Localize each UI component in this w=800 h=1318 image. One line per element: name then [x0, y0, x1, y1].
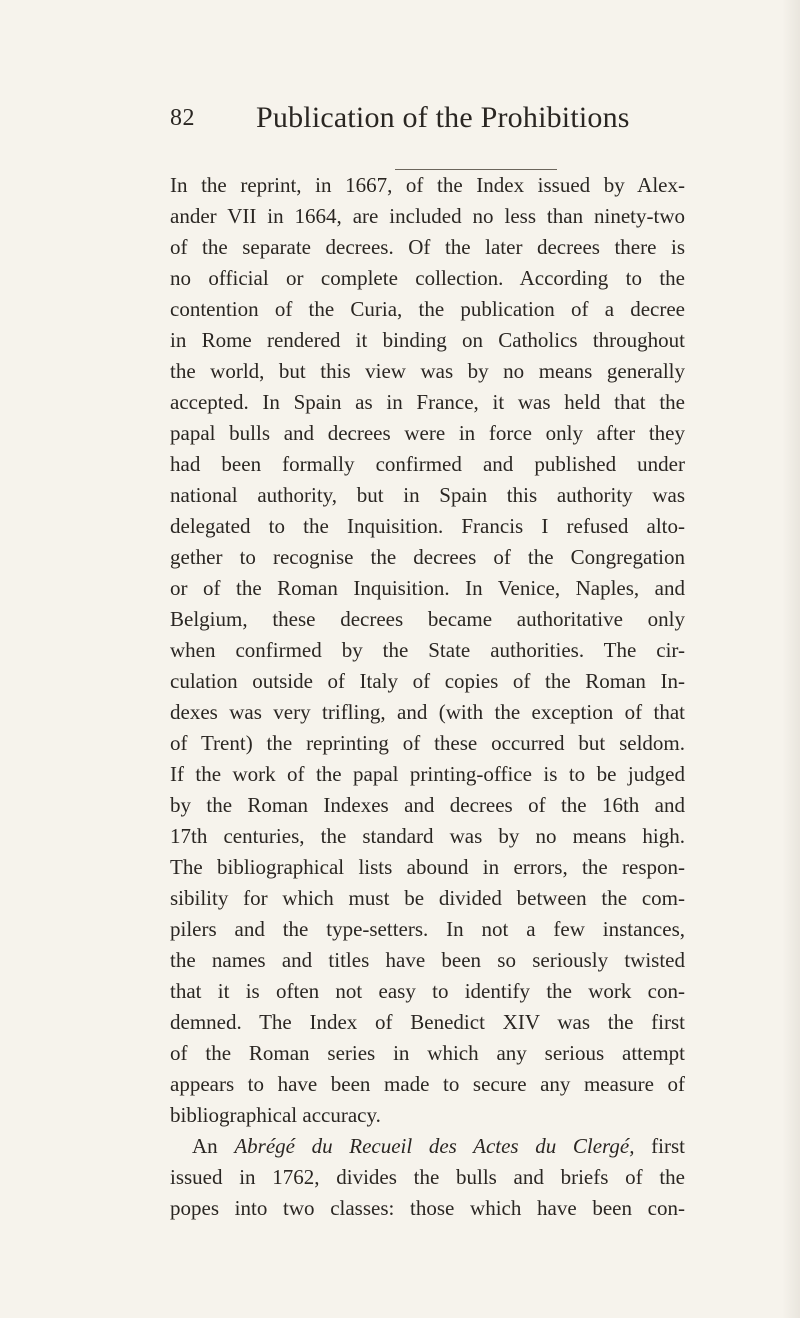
text-line: papal bulls and decrees were in force only after they: [170, 421, 685, 445]
text-line: the names and titles have been so seriously twisted: [170, 948, 685, 972]
text-line: in Rome rendered it binding on Catholics throughout: [170, 328, 685, 352]
text-line: of the separate decrees. Of the later decrees there is: [170, 235, 685, 259]
text-line: pilers and the type-setters. In not a few instances,: [170, 917, 685, 941]
text-line: 17th centuries, the standard was by no means high.: [170, 824, 685, 848]
text-line: demned. The Index of Benedict XIV was the first: [170, 1010, 685, 1034]
text-line: the world, but this view was by no means generally: [170, 359, 685, 383]
text-line: had been formally confirmed and published under: [170, 452, 685, 476]
page-number: 82: [170, 105, 195, 131]
text-line: issued in 1762, divides the bulls and briefs of the: [170, 1165, 685, 1189]
text-line: gether to recognise the decrees of the Congregation: [170, 545, 685, 569]
text-line: sibility for which must be divided between the com-: [170, 886, 685, 910]
text-line: or of the Roman Inquisition. In Venice, Naples, and: [170, 576, 685, 600]
text-line: no official or complete collection. According to the: [170, 266, 685, 290]
text-line: when confirmed by the State authorities. The cir-: [170, 638, 685, 662]
page-edge-shadow: [782, 0, 800, 1318]
text-line: appears to have been made to secure any measure of: [170, 1072, 685, 1096]
text-line: by the Roman Indexes and decrees of the 16th and: [170, 793, 685, 817]
text-line: If the work of the papal printing-office is to be judged: [170, 762, 685, 786]
body-text: [170, 170, 685, 1224]
text-line: In the reprint, in 1667, of the Index issued by Alex-: [170, 173, 685, 197]
text-line: of Trent) the reprinting of these occurred but seldom.: [170, 731, 685, 755]
paragraph-2: [170, 1131, 685, 1224]
text-line: national authority, but in Spain this authority was: [170, 483, 685, 507]
text-line: delegated to the Inquisition. Francis I refused alto-: [170, 514, 685, 538]
text-line: dexes was very trifling, and (with the exception of that: [170, 700, 685, 724]
text-line: of the Roman series in which any serious attempt: [170, 1041, 685, 1065]
running-title: Publication of the Prohibitions: [256, 101, 630, 134]
text-fragment: first: [634, 1134, 685, 1158]
page-header: [170, 98, 690, 142]
text-fragment: An: [192, 1134, 235, 1158]
text-line: culation outside of Italy of copies of the Roman In-: [170, 669, 685, 693]
paragraph-1: [170, 170, 685, 1131]
text-line: [170, 1131, 685, 1162]
text-line: that it is often not easy to identify the work con-: [170, 979, 685, 1003]
italic-book-title: Abrégé du Recueil des Actes du Clergé,: [234, 1134, 635, 1158]
text-line: ander VII in 1664, are included no less than ninety-two: [170, 204, 685, 228]
text-line: contention of the Curia, the publication of a decree: [170, 297, 685, 321]
text-line: popes into two classes: those which have been con-: [170, 1196, 685, 1220]
text-line: The bibliographical lists abound in errors, the respon-: [170, 855, 685, 879]
text-line: Belgium, these decrees became authoritative only: [170, 607, 685, 631]
text-line: accepted. In Spain as in France, it was held that the: [170, 390, 685, 414]
text-line: bibliographical accuracy.: [170, 1103, 381, 1127]
